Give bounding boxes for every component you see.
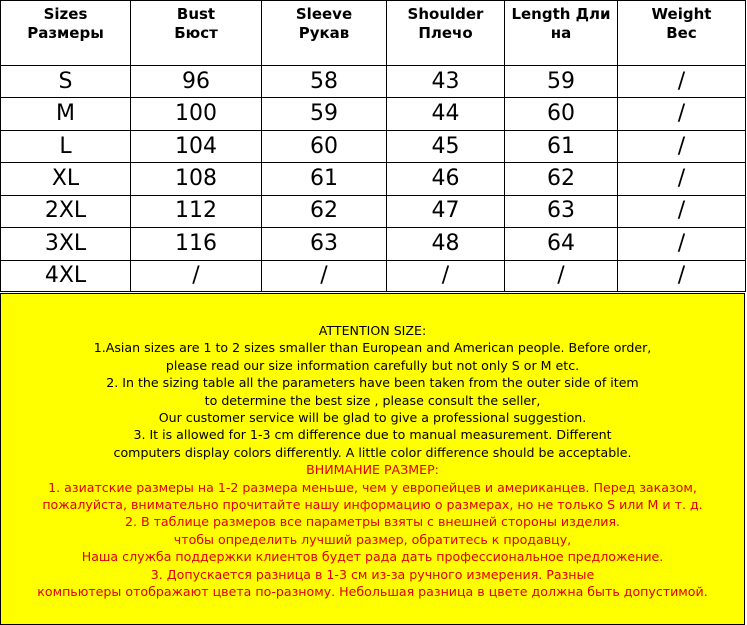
notice-en-line: 3. It is allowed for 1-3 cm difference due to manual measurement. Different — [133, 427, 612, 443]
table-row — [1, 98, 746, 130]
table-row — [1, 163, 746, 195]
size-cell: XL — [1, 163, 131, 195]
size-cell: L — [1, 130, 131, 162]
sleeve-cell: 60 — [262, 130, 387, 162]
weight-cell: / — [618, 98, 746, 130]
size-notice-box — [0, 293, 745, 625]
length-cell: 62 — [505, 163, 618, 195]
notice-en-line: Our customer service will be glad to give a professional suggestion. — [158, 410, 587, 426]
notice-en-line: please read our size information carefully but not only S or M etc. — [165, 357, 580, 373]
notice-ru-line: 2. В таблице размеров все параметры взяты с внешней стороны изделия. — [124, 514, 621, 530]
header-weight: Weight Вес — [618, 1, 746, 66]
size-cell: S — [1, 66, 131, 98]
size-cell: 2XL — [1, 195, 131, 227]
sleeve-cell: 58 — [262, 66, 387, 98]
header-sleeve: Sleeve Рукав — [262, 1, 387, 66]
shoulder-cell: / — [387, 260, 505, 291]
bust-cell: 116 — [131, 228, 262, 260]
notice-en-line: ATTENTION SIZE: — [318, 323, 427, 338]
weight-cell: / — [618, 228, 746, 260]
notice-en-line: 2. In the sizing table all the parameters have been taken from the outer side of item — [106, 375, 639, 391]
notice-ru-line: ВНИМАНИЕ РАЗМЕР: — [306, 462, 439, 478]
sleeve-cell: 61 — [262, 163, 387, 195]
table-header-row — [1, 1, 746, 66]
sleeve-cell: 63 — [262, 228, 387, 260]
shoulder-cell: 43 — [387, 66, 505, 98]
header-length: Length Дли на — [505, 1, 618, 66]
weight-cell: / — [618, 130, 746, 162]
shoulder-cell: 48 — [387, 228, 505, 260]
table-row — [1, 260, 746, 291]
weight-cell: / — [618, 260, 746, 291]
sleeve-cell: 62 — [262, 195, 387, 227]
table-row — [1, 228, 746, 260]
notice-ru-line: 3. Допускается разница в 1-3 см из-за ручного измерения. Разные — [150, 566, 595, 582]
table-row — [1, 130, 746, 162]
header-shoulder: Shoulder Плечо — [387, 1, 505, 66]
shoulder-cell: 44 — [387, 98, 505, 130]
bust-cell: 100 — [131, 98, 262, 130]
size-cell: 4XL — [1, 260, 131, 291]
weight-cell: / — [618, 66, 746, 98]
notice-en-line: computers display colors differently. A little color difference should be acceptable. — [113, 444, 632, 460]
length-cell: 61 — [505, 130, 618, 162]
length-cell: 59 — [505, 66, 618, 98]
shoulder-cell: 46 — [387, 163, 505, 195]
length-cell: 60 — [505, 98, 618, 130]
notice-en-line: 1.Asian sizes are 1 to 2 sizes smaller than European and American people. Before order, — [93, 340, 652, 356]
shoulder-cell: 47 — [387, 195, 505, 227]
bust-cell: 108 — [131, 163, 262, 195]
length-cell: 64 — [505, 228, 618, 260]
table-row — [1, 195, 746, 227]
sleeve-cell: 59 — [262, 98, 387, 130]
length-cell: 63 — [505, 195, 618, 227]
size-cell: 3XL — [1, 228, 131, 260]
weight-cell: / — [618, 195, 746, 227]
notice-text — [1, 322, 744, 601]
notice-ru-line: пожалуйста, внимательно прочитайте нашу информацию о размерах, но не только S или M и т. д. — [42, 497, 703, 513]
bust-cell: / — [131, 260, 262, 291]
size-cell: M — [1, 98, 131, 130]
header-bust: Bust Бюст — [131, 1, 262, 66]
size-chart-table — [0, 0, 746, 292]
notice-ru-line: чтобы определить лучший размер, обратитесь к продавцу, — [173, 531, 572, 547]
length-cell: / — [505, 260, 618, 291]
notice-en-line: to determine the best size , please consult the seller, — [204, 392, 541, 408]
sleeve-cell: / — [262, 260, 387, 291]
header-sizes: Sizes Размеры — [1, 1, 131, 66]
notice-ru-line: компьютеры отображают цвета по-разному. Небольшая разница в цвете должна быть допустимой. — [37, 584, 708, 600]
notice-ru-line: Наша служба поддержки клиентов будет рада дать профессиональное предложение. — [81, 549, 664, 565]
weight-cell: / — [618, 163, 746, 195]
bust-cell: 112 — [131, 195, 262, 227]
bust-cell: 104 — [131, 130, 262, 162]
shoulder-cell: 45 — [387, 130, 505, 162]
bust-cell: 96 — [131, 66, 262, 98]
table-row — [1, 66, 746, 98]
notice-ru-line: 1. азиатские размеры на 1-2 размера меньше, чем у европейцев и американцев. Перед заказом, — [48, 479, 697, 495]
